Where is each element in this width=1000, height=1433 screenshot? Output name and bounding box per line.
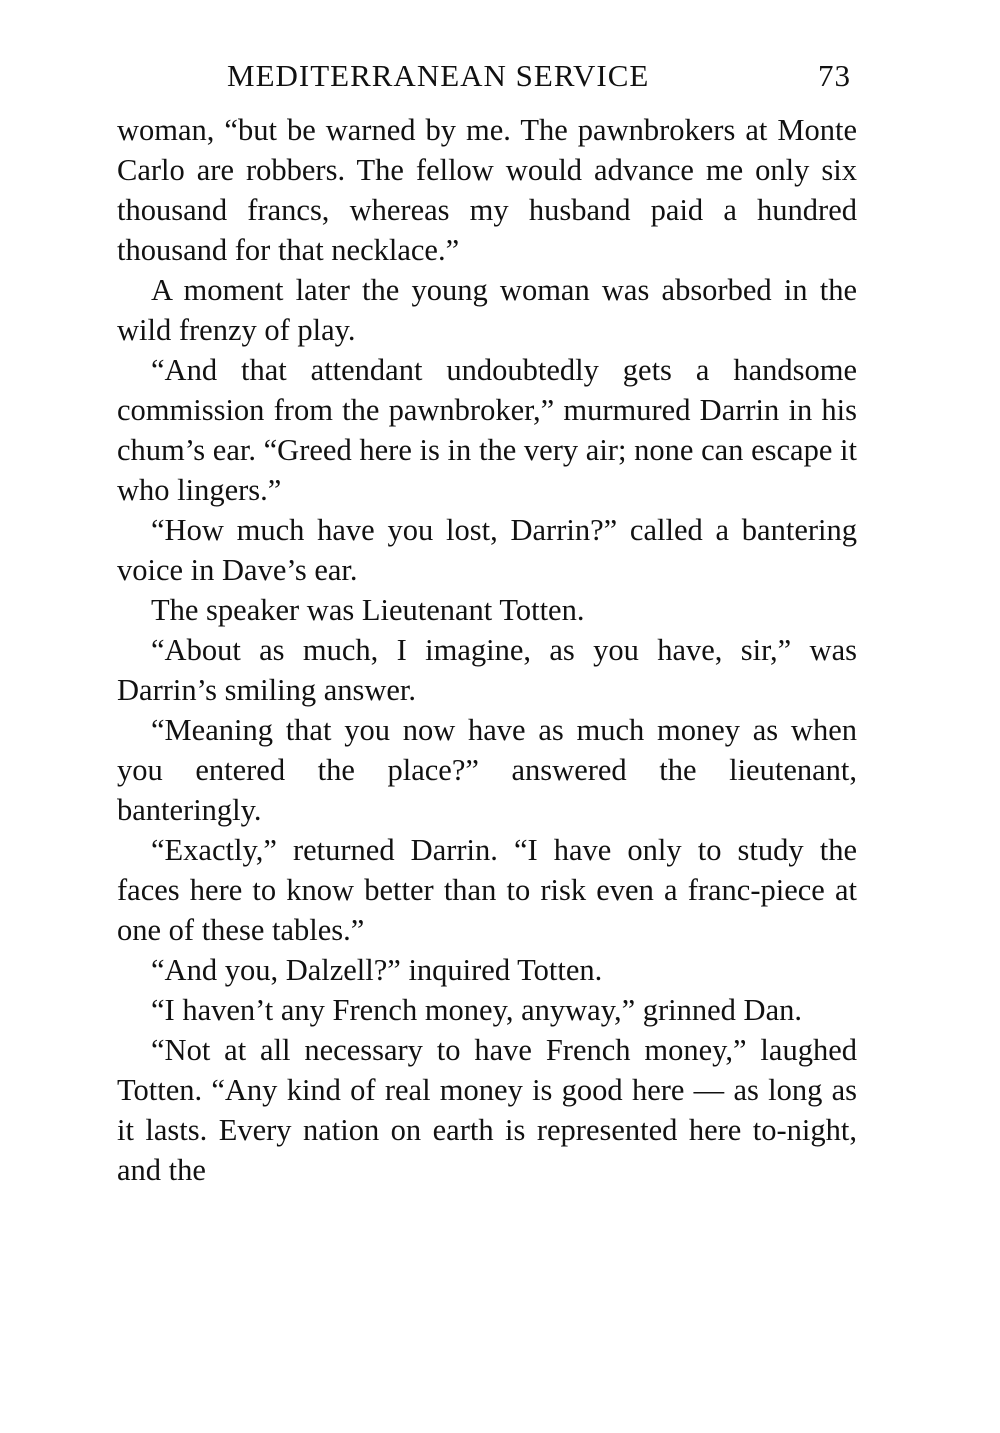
paragraph: “How much have you lost, Darrin?” called a bantering voice in Dave’s ear. bbox=[117, 513, 857, 587]
page-number: 73 bbox=[818, 58, 851, 93]
paragraph: “I haven’t any French money, anyway,” grinned Dan. bbox=[151, 993, 802, 1027]
paragraph: “Meaning that you now have as much money as when you entered the place?” answered the lieutenant, banteringly. bbox=[117, 713, 857, 827]
book-page bbox=[117, 58, 857, 1190]
paragraph: “And you, Dalzell?” inquired Totten. bbox=[151, 953, 603, 987]
running-head bbox=[117, 58, 857, 110]
paragraph: “And that attendant undoubtedly gets a handsome commission from the pawnbroker,” murmured Darrin in his chum’s ear. “Greed here is in the very air; none can escape it who lingers.” bbox=[117, 353, 857, 507]
paragraph: A moment later the young woman was absorbed in the wild frenzy of play. bbox=[117, 273, 857, 347]
paragraph: “Exactly,” returned Darrin. “I have only to study the faces here to know better than to risk even a franc-piece at one of these tables.” bbox=[117, 833, 857, 947]
paragraph-continued: woman, “but be warned by me. The pawnbrokers at Monte Carlo are robbers. The fellow would advance me only six thousand francs, whereas my husband paid a hundred thousand for that necklace.” bbox=[117, 113, 857, 267]
paragraph: The speaker was Lieutenant Totten. bbox=[151, 593, 585, 627]
running-title: MEDITERRANEAN SERVICE bbox=[227, 58, 650, 93]
paragraph: “Not at all necessary to have French money,” laughed Totten. “Any kind of real money is good here — as long as it lasts. Every nation on earth is represented here to-night, and the bbox=[117, 1033, 857, 1187]
body-text bbox=[117, 110, 857, 1190]
paragraph: “About as much, I imagine, as you have, sir,” was Darrin’s smiling answer. bbox=[117, 633, 857, 707]
